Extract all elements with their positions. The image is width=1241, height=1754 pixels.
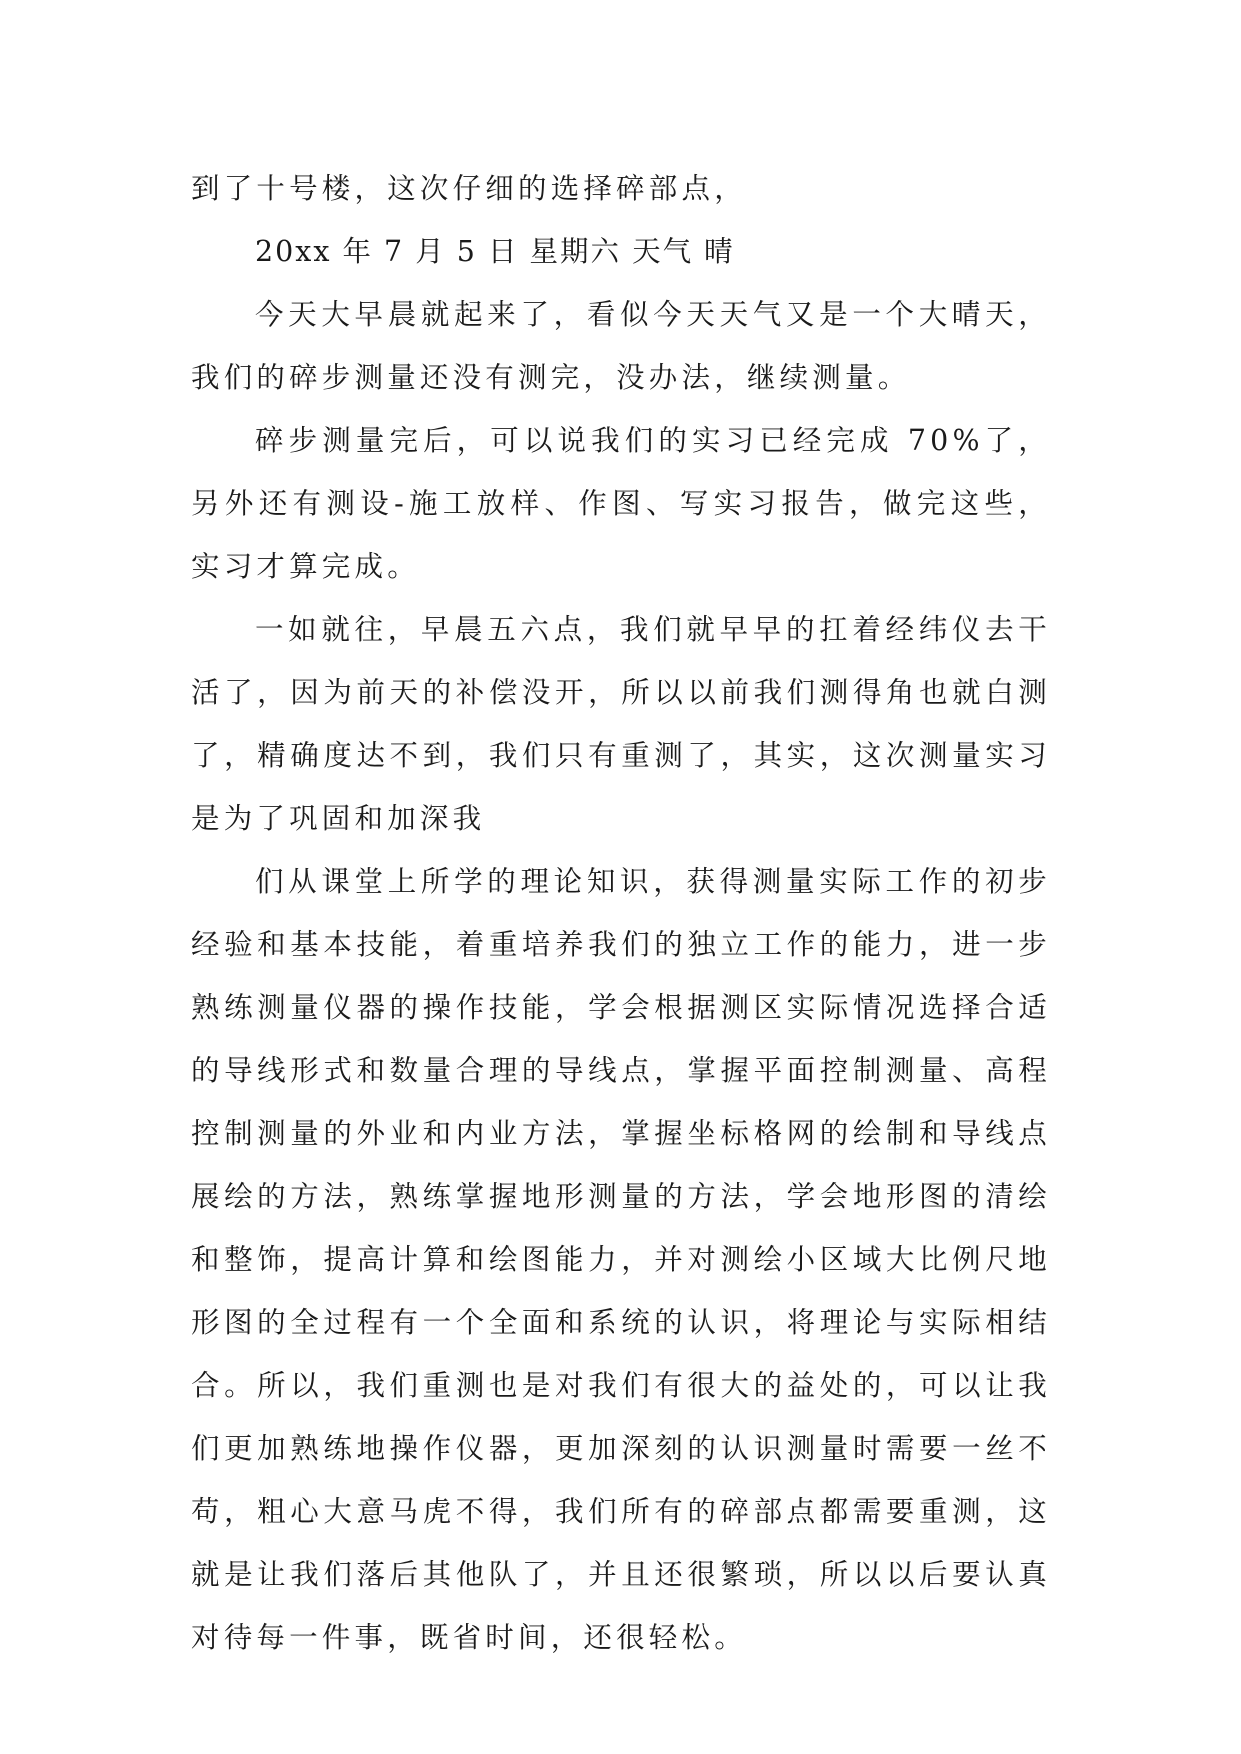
paragraph-progress: 碎步测量完后，可以说我们的实习已经完成 70%了，另外还有测设-施工放样、作图、写实习报告，做完这些，实习才算完成。 — [191, 424, 1051, 583]
document-body — [191, 157, 1051, 1669]
paragraph-continuation: 到了十号楼，这次仔细的选择碎部点， — [191, 172, 747, 205]
paragraph-reflection: 们从课堂上所学的理论知识，获得测量实际工作的初步经验和基本技能，着重培养我们的独立工作的能力，进一步熟练测量仪器的操作技能，学会根据测区实际情况选择合适的导线形式和数量合理的导线点，掌握平面控制测量、高程控制测量的外业和内业方法，掌握坐标格网的绘制和导线点展绘的方法，熟练掌握地形测量的方法，学会地形图的清绘和整饰，提高计算和绘图能力，并对测绘小区域大比例尺地形图的全过程有一个全面和系统的认识，将理论与实际相结合。所以，我们重测也是对我们有很大的益处的，可以让我们更加熟练地操作仪器，更加深刻的认识测量时需要一丝不苟，粗心大意马虎不得，我们所有的碎部点都需要重测，这就是让我们落后其他队了，并且还很繁琐，所以以后要认真对待每一件事，既省时间，还很轻松。 — [191, 865, 1051, 1654]
diary-date-line: 20xx 年 7 月 5 日 星期六 天气 晴 — [255, 235, 735, 268]
paragraph-remeasure: 一如就往，早晨五六点，我们就早早的扛着经纬仪去干活了，因为前天的补偿没开，所以以前我们测得角也就白测了，精确度达不到，我们只有重测了，其实，这次测量实习是为了巩固和加深我 — [191, 613, 1051, 835]
paragraph-morning: 今天大早晨就起来了，看似今天天气又是一个大晴天，我们的碎步测量还没有测完，没办法，继续测量。 — [191, 298, 1051, 394]
